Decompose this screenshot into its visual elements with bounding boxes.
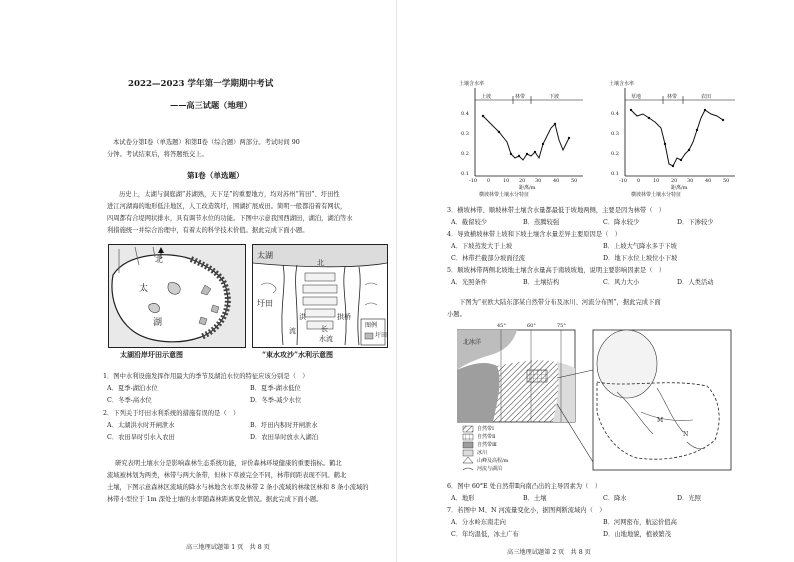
graph1-ytick: 0.1 [461, 171, 469, 177]
q5-option-b: B．土壤结构 [523, 279, 560, 286]
soil-moisture-graph-2 [609, 80, 739, 198]
q3-option-b: B．蒸腾较强 [523, 219, 560, 226]
graph1-zone: 下坡 [549, 94, 560, 100]
passage-line: 历史上，太湖与洞庭湖“苏湖熟，天下足”的重要地方，均对苏州“筲田”、圩田性 [119, 191, 340, 198]
exam-title: 2022—2023 学年第一学期期中考试 [128, 79, 274, 89]
flood-label: 洪 [299, 313, 306, 321]
water-conservancy-map [252, 244, 388, 348]
right-footer: 高三地理试题第 2 页 共 8 页 [507, 549, 591, 556]
q4-option-a: A．下坡蒸发大于上坡 [451, 243, 513, 250]
graph2-xtick: 40 [705, 178, 712, 184]
graph1-title: 横坡林带土壤水分特征 [479, 192, 530, 198]
graph2-ylabel: 土壤含水率 [609, 81, 635, 87]
river-n-label: N [683, 431, 689, 438]
legend-item: 冰川 [477, 450, 488, 456]
arctic-ocean-label: 北冰洋 [463, 339, 482, 346]
instruction-line: 分钟。考试结束后，将答题纸交上。 [107, 151, 208, 158]
graph1-ytick: 0.2 [461, 151, 469, 157]
passage-line: 进江河湖海的地形低洼地区，人工改造筑圩，围湖扩展成田。简明一般都沿着有网状， [107, 203, 347, 210]
question-6-stem: 6．图中 60°E 处自然带Ⅱ向南凸出的主导因素为（ ） [447, 483, 601, 490]
graph1-xtick: 40 [553, 178, 560, 184]
map1-caption: 太湖沿岸圩田示意图 [120, 350, 183, 359]
taihu-map-figure [109, 245, 245, 347]
q1-option-d: D．冬季-减少水位 [250, 397, 302, 404]
q7-option-a: A．分水岭东南走向 [451, 519, 506, 526]
flow-label: 流 [289, 327, 296, 335]
graph2-xtick: 50 [723, 178, 730, 184]
q4-option-c: C．林带拦截部分坡面径流 [451, 255, 526, 262]
lon-label: 75° [557, 323, 566, 329]
passage-line: 小题。 [447, 311, 466, 318]
q2-option-d: D．农田旱时放水入湖泊 [250, 434, 319, 441]
q5-option-c: C．风力大小 [603, 279, 640, 286]
graph1-xtick: -10 [469, 178, 478, 184]
passage-line: 研究表明土壤水分是影响森林生态系统功能，评价森林环境健康的重要指标。鹤北 [115, 460, 342, 467]
passage-line: 下图为“亚欧大陆东部某自然带分布及冰川、河流分布图”，据此完成下面 [459, 299, 661, 306]
graph2-zone: 草地 [631, 94, 642, 100]
lake-label: 太 [139, 284, 149, 294]
passage-line: 林带小型位于 1m 深处土壤的水率随森林距离变化情况。据此完成下面小题。 [107, 496, 323, 503]
water-flow-label: 水流 [319, 335, 333, 343]
q5-option-d: D．人类活动 [677, 279, 714, 286]
graph1-xtick: 30 [535, 178, 542, 184]
graph1-xtick: 20 [519, 178, 526, 184]
q2-option-c: C．农田旱时引水入农田 [107, 434, 175, 441]
taihu-polder-map [108, 244, 246, 348]
legend-title: 图例 [365, 322, 378, 329]
exam-subtitle: ——高三试题（地理） [170, 100, 252, 110]
passage-line: 土壤，下图示意森林区流域的降水与林地含水率及林带 2 条小流域的林缘区林和 8 条小流域的 [107, 484, 369, 491]
q7-option-c: C．年均温低，冰土广布 [451, 531, 519, 538]
graph2-ytick: 0.1 [611, 171, 619, 177]
graph1-xtick: 50 [571, 178, 578, 184]
q7-option-d: D．山地地貌，植被繁茂 [603, 531, 672, 538]
graph1-ytick: 0.3 [461, 131, 469, 137]
graph2-zone: 林带 [667, 94, 678, 100]
north-label: 北 [155, 255, 163, 264]
q2-option-a: A．太湖洪水时开闸泄水 [107, 422, 175, 429]
instruction-line: 本试卷分第Ⅰ卷（单选题）和第Ⅱ卷（综合题）两部分。考试时间 90 [113, 139, 300, 146]
legend-item: 圩田 [375, 332, 388, 339]
taihu-label: 太湖 [257, 251, 273, 260]
eurasia-map-figure [457, 322, 733, 474]
graph1-ylabel: 土壤含水率 [459, 81, 485, 87]
graph2-xtick: -10 [619, 178, 628, 184]
graph1-xlabel: 距离/m [519, 185, 536, 191]
q5-option-a: A．光照条件 [451, 279, 488, 286]
legend-item: 自然带Ⅲ [477, 442, 497, 448]
map2-caption: “束水攻沙”水利示意图 [262, 350, 334, 359]
graph2-ytick: 0.4 [611, 111, 619, 117]
lon-label: 45° [497, 323, 506, 329]
graph2-ytick: 0.2 [611, 151, 619, 157]
q3-option-a: A．截留较少 [451, 219, 488, 226]
legend-item: 自然带Ⅱ [477, 434, 496, 440]
graph2-zone: 农田 [701, 94, 712, 100]
question-7-stem: 7．若图中 M、N 河流量变化小，据图判断流域内（ ） [447, 507, 606, 514]
graph2-xlabel: 距离/m [671, 185, 688, 191]
legend-item: 河流与湖泊 [477, 466, 503, 472]
polder-label: 圩田 [257, 299, 273, 308]
q6-option-d: D．光照 [677, 495, 701, 502]
passage-line: 利措施统一并综合治理中，有着太的科学技术价值。据此完成下面小题。 [107, 227, 309, 234]
graph1-zone: 林带 [515, 94, 526, 100]
graph1-zone: 上坡 [481, 94, 492, 100]
eurasia-natural-belt-map [457, 322, 733, 474]
passage-line: 流域被林划为两类，林带与两大条带，但林下草被完全不同，林带间距表现不同。鹤北 [107, 472, 347, 479]
q2-option-b: B．圩田内积时开闸泄水 [250, 422, 318, 429]
bridge-label: 拱桥 [337, 313, 351, 321]
right-page [397, 0, 794, 562]
q4-option-d: D．地下水位上坡位小下坡 [603, 255, 678, 262]
legend-item: 山峰及高程/m [477, 458, 509, 464]
graph2-xtick: 0 [637, 178, 641, 184]
question-5-stem: 5．顺坡林带两侧北坡地土壤含水量高于南坡坡地，说明主要影响因素是（ ） [447, 267, 666, 274]
q6-option-c: C．降水 [603, 495, 627, 502]
graph2-ytick: 0.3 [611, 131, 619, 137]
graph2-xtick: 10 [653, 178, 660, 184]
q1-option-c: C．冬季-高水位 [107, 397, 152, 404]
question-1-stem: 1．图中水利设施发挥作用最大的季节及湖泊水位的特征应该分别是（ ） [103, 373, 309, 380]
graph2-xtick: 20 [671, 178, 678, 184]
question-4-stem: 4．导致横坡林带上坡和下坡土壤含水量差异主要原因是（ ） [447, 231, 622, 238]
lon-label: 60° [527, 323, 536, 329]
north-label: 北 [317, 259, 324, 267]
q6-option-a: A．地形 [451, 495, 475, 502]
graph1-xtick: 0 [487, 178, 491, 184]
river-label: 长 [321, 325, 328, 333]
question-2-stem: 2．下列关于圩田水利系统的措施有误的是（ ） [103, 410, 240, 417]
q6-option-b: B．土壤 [523, 495, 547, 502]
question-3-stem: 3．横坡林带、顺坡林带土壤含水量都最低于坡地两侧，主要是因为林带（ ） [447, 207, 666, 214]
legend-item: 自然带Ⅰ [477, 426, 494, 432]
graph2-xtick: 30 [687, 178, 694, 184]
passage-line: 四周都有合堤网状排水，具有调节水位的功能。下图中示意我国西湖田，湖泊，湖泊等水 [107, 215, 353, 222]
q3-option-d: D．下渗较少 [677, 219, 714, 226]
q7-option-b: B．河网密布，航运价值高 [603, 519, 677, 526]
section-title: 第Ⅰ卷（单选题） [187, 171, 244, 180]
q3-option-c: C．降水较少 [603, 219, 640, 226]
graph1-ytick: 0.4 [461, 111, 469, 117]
graph1-xtick: 10 [503, 178, 510, 184]
q1-option-b: B．夏季-湖水低位 [250, 385, 301, 392]
lake-label: 湖 [153, 318, 163, 328]
river-m-label: M [657, 417, 664, 424]
graph2-title: 横坡林带土壤水分特征 [631, 192, 682, 198]
q4-option-b: B．上坡大气降水多于下坡 [603, 243, 677, 250]
q1-option-a: A．夏季-湖泊水位 [107, 385, 158, 392]
left-footer: 高三地理试题第 1 页 共 8 页 [186, 544, 270, 551]
soil-moisture-graph-1 [459, 80, 587, 198]
